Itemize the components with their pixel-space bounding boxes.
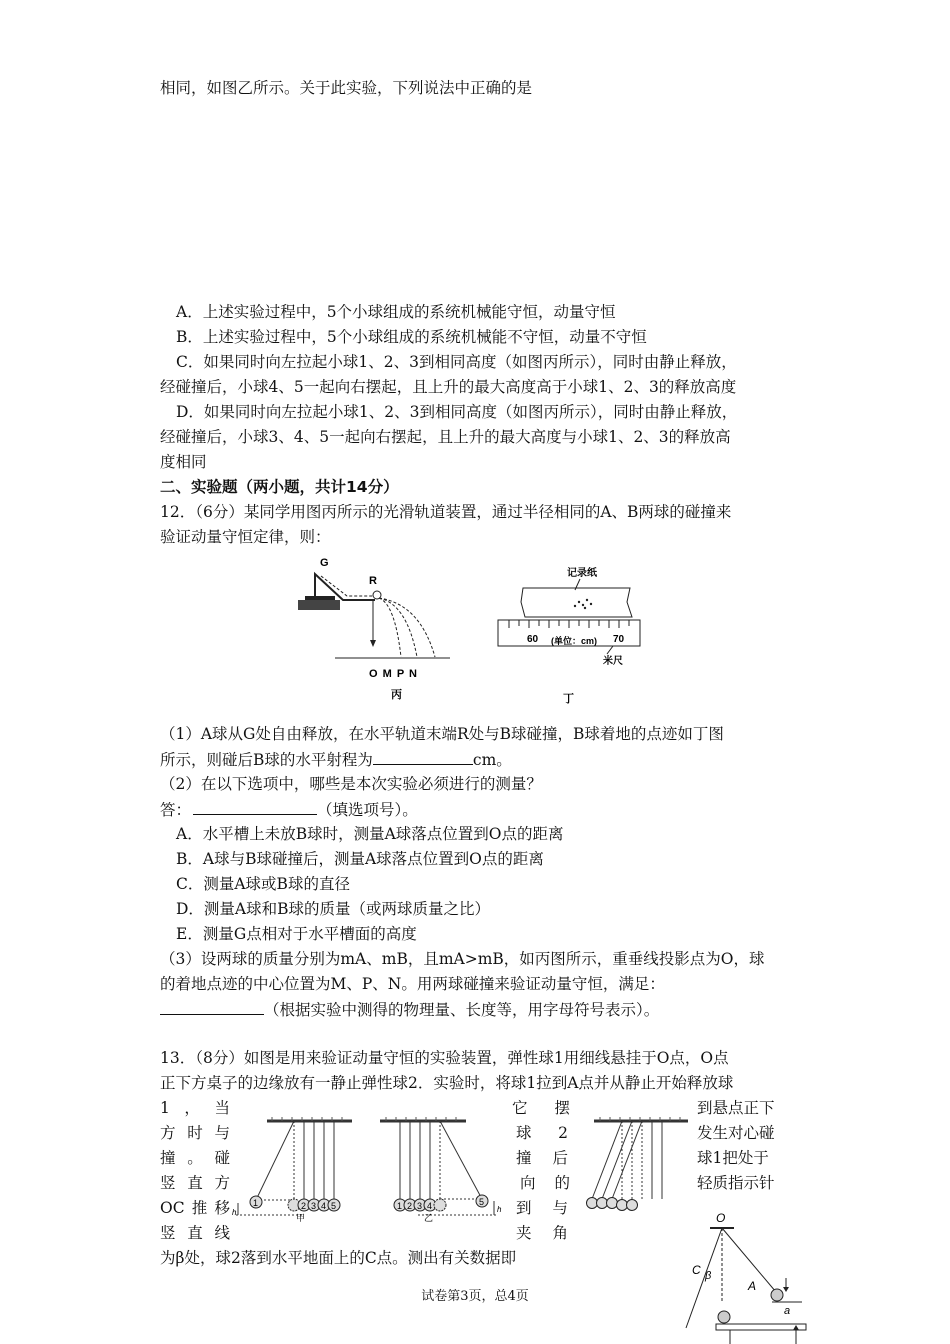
- q12-p2-line1: （2）在以下选项中，哪些是本次实验必须进行的测量？: [160, 775, 542, 793]
- answer-blank-2[interactable]: [193, 798, 317, 815]
- q12-opt-e: E．测量G点相对于水平槽面的高度: [176, 925, 417, 943]
- ruler-label: 米尺: [603, 656, 623, 667]
- caption-ding: 丁: [563, 693, 574, 705]
- option-c-line1: C．如果同时向左拉起小球1、2、3到相同高度（如图丙所示），同时由静止释放，: [176, 353, 737, 371]
- q12-opt-c: C．测量A球或B球的直径: [176, 875, 350, 893]
- label-c: C: [692, 1263, 701, 1277]
- q12-line1: 12．（6分）某同学用图丙所示的光滑轨道装置，通过半径相同的A、B两球的碰撞来: [160, 503, 732, 521]
- option-d-line1: D．如果同时向左拉起小球1、2、3到相同高度（如图丙所示），同时由静止释放，: [176, 403, 738, 421]
- caption-bing: 丙: [391, 689, 402, 701]
- continued-text: 相同，如图乙所示。关于此实验，下列说法中正确的是: [160, 79, 533, 97]
- label-a: A: [748, 1279, 757, 1293]
- q12-opt-b: B．A球与B球碰撞后，测量A球落点位置到O点的距离: [176, 850, 544, 868]
- cradle-jia: [232, 1117, 357, 1222]
- label-beta: β: [705, 1270, 712, 1282]
- yi-ball-2: 2: [407, 1201, 413, 1211]
- ruler-ticks: [509, 620, 629, 628]
- record-paper-label: 记录纸: [567, 568, 597, 579]
- ground-labels: O M P N: [369, 668, 418, 680]
- svg-text:h: h: [232, 1208, 237, 1217]
- answer-blank-1[interactable]: [373, 748, 473, 765]
- row3-right: 球1把处于: [697, 1149, 769, 1167]
- yi-ball-3: 3: [417, 1201, 423, 1211]
- page-footer: 试卷第3页，总4页: [421, 1289, 529, 1304]
- p3-text: （根据实验中测得的物理量、长度等，用字母符号表示）。: [264, 1001, 660, 1019]
- q12-p1-line1: （1）A球从G处自由释放，在水平轨道末端R处与B球碰撞，B球着地的点迹如丁图: [160, 725, 724, 743]
- tick-60: 60: [527, 634, 539, 645]
- p1-text-a: 所示，则碰后B球的水平射程为: [160, 751, 373, 769]
- caption-jia: 甲: [296, 1213, 306, 1222]
- table-top: [716, 1324, 806, 1330]
- row2-right: 发生对心碰: [697, 1124, 775, 1142]
- q12-p2-answer: [160, 798, 418, 821]
- p2-answer-hint: （填选项号）。: [317, 801, 418, 819]
- option-b: B．上述实验过程中，5个小球组成的系统机械能不守恒，动量不守恒: [176, 328, 647, 346]
- plumb-arrow: [370, 640, 376, 647]
- q13-last-line: 为β处，球2落到水平地面上的C点。测出有关数据即: [160, 1249, 517, 1267]
- tick-70: 70: [613, 634, 625, 645]
- jia-string-1: [256, 1121, 294, 1200]
- jia-ball-2: 2: [301, 1201, 307, 1211]
- base-block: [298, 600, 340, 610]
- q13-line2: 正下方桌子的边缘放有一静止弹性球2．实验时，将球1拉到A点并从静止开始释放球: [160, 1074, 734, 1092]
- trajectory-p: [379, 598, 417, 657]
- q12-p3-line2: 的着地点迹的中心位置为M、P、N。用两球碰撞来验证动量守恒，满足：: [160, 975, 665, 993]
- figure-bing: [295, 552, 455, 707]
- row5-left: OC 推 移: [160, 1199, 230, 1217]
- row1-right: 到悬点正下: [697, 1099, 775, 1117]
- p1-text-b: cm。: [472, 751, 512, 769]
- trajectory-n: [379, 598, 435, 657]
- section-title: 二、实验题（两小题，共计14分）: [160, 478, 399, 496]
- pointer-oc: [686, 1228, 722, 1328]
- row1-left: 1 ， 当: [160, 1099, 230, 1117]
- ball-2: [718, 1311, 730, 1323]
- yi-ball-5: 5: [479, 1197, 485, 1207]
- trajectory-m: [379, 598, 401, 657]
- row4-right: 轻质指示针: [697, 1174, 775, 1192]
- yi-ball-4: 4: [427, 1201, 433, 1211]
- q13-line1: 13．（8分）如图是用来验证动量守恒的实验装置，弹性球1用细线悬挂于O点，O点: [160, 1049, 729, 1067]
- svg-text:h: h: [497, 1205, 502, 1214]
- label-a-small: a: [784, 1305, 791, 1317]
- q12-p1-line2: [160, 748, 512, 771]
- row1-mid: 它 摆: [512, 1099, 570, 1117]
- caption-yi: 乙: [424, 1213, 434, 1222]
- row2-left: 方 时 与: [160, 1124, 230, 1142]
- q12-opt-d: D．测量A球和B球的质量（或两球质量之比）: [176, 900, 491, 918]
- option-d-line2: 经碰撞后，小球3、4、5一起向右摆起，且上升的最大高度与小球1、2、3的释放高: [160, 428, 731, 446]
- p2-answer-label: 答：: [160, 801, 192, 819]
- jia-ball-3: 3: [311, 1201, 317, 1211]
- row3-left: 撞 。 碰: [160, 1149, 230, 1167]
- base-top: [305, 596, 335, 600]
- q13-apparatus: [672, 1206, 812, 1344]
- yi-ball-1: 1: [397, 1201, 403, 1211]
- figure-ding: [495, 562, 645, 712]
- label-g: G: [320, 557, 329, 569]
- row6-left: 竖 直 线: [160, 1224, 230, 1242]
- q12-p3-line1: （3）设两球的质量分别为mA、mB，且mA>mB，如丙图所示，重垂线投影点为O，球: [160, 950, 765, 968]
- option-c-line2: 经碰撞后，小球4、5一起向右摆起，且上升的最大高度高于小球1、2、3的释放高度: [160, 378, 737, 396]
- jia-ball-1: 1: [253, 1198, 259, 1208]
- q12-opt-a: A．水平槽上未放B球时，测量A球落点位置到O点的距离: [176, 825, 564, 843]
- answer-blank-3[interactable]: [160, 998, 264, 1015]
- label-r: R: [369, 575, 377, 587]
- unit-label: (单位：cm): [551, 636, 598, 646]
- ruler-pointer: [607, 646, 613, 654]
- jia-ball-4: 4: [321, 1201, 327, 1211]
- row4-mid: 向 的: [520, 1174, 570, 1192]
- cradle-yi: [378, 1117, 508, 1222]
- row3-mid: 撞 后: [516, 1149, 568, 1167]
- row2-mid: 球 2: [516, 1124, 568, 1142]
- q12-p3-line3: [160, 998, 659, 1021]
- option-d-line3: 度相同: [160, 453, 207, 471]
- row6-mid: 夹 角: [516, 1224, 568, 1242]
- jia-ball-5: 5: [331, 1201, 337, 1211]
- option-a: A．上述实验过程中，5个小球组成的系统机械能守恒，动量守恒: [176, 303, 616, 321]
- row5-mid: 到 与: [516, 1199, 568, 1217]
- label-o: O: [716, 1211, 726, 1225]
- record-paper: [521, 588, 632, 617]
- q12-line2: 验证动量守恒定律，则：: [160, 528, 331, 546]
- cradle-bing: [580, 1117, 692, 1217]
- row4-left: 竖 直 方: [160, 1174, 230, 1192]
